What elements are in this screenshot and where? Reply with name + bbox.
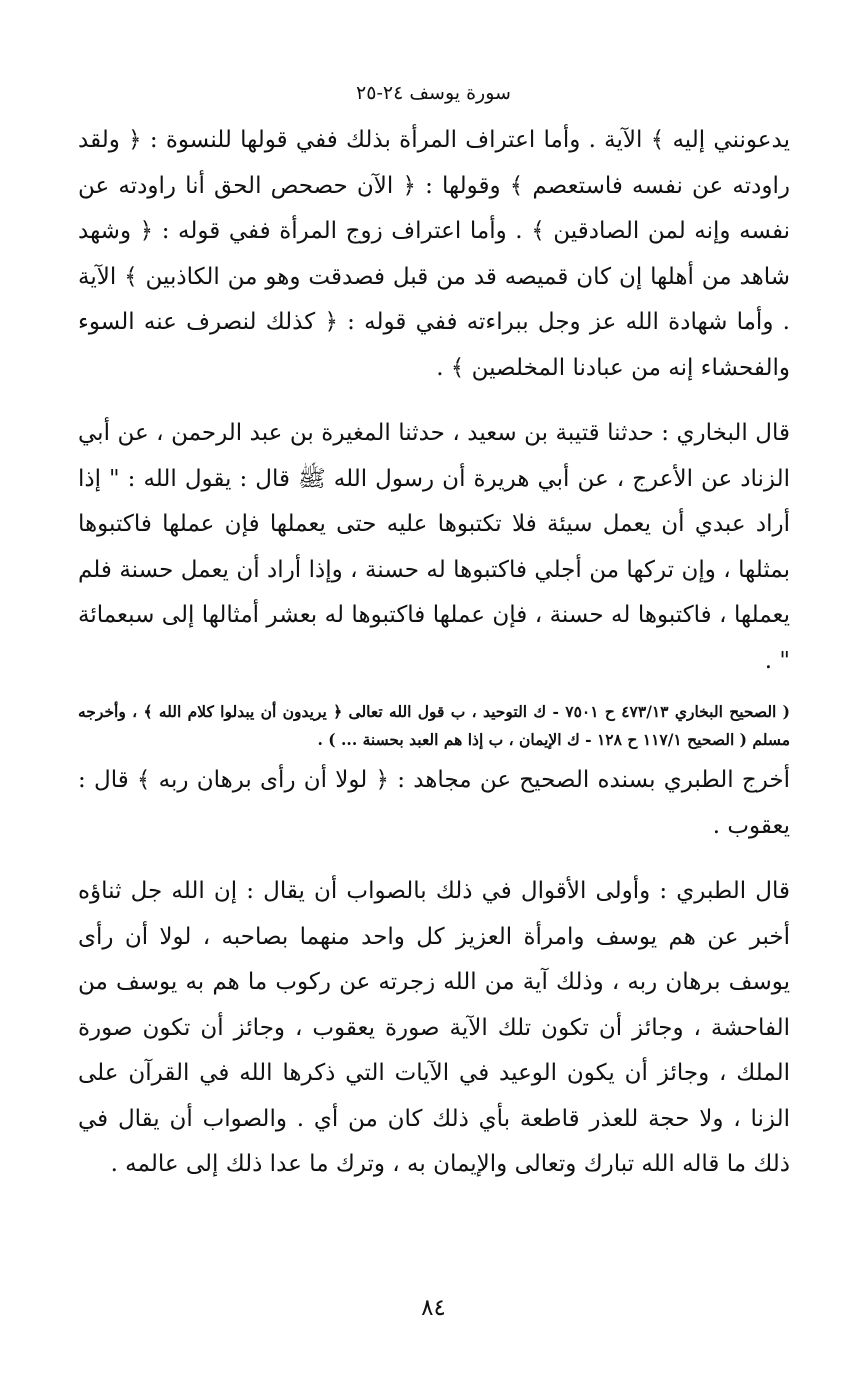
page-number: ٨٤ <box>421 1295 446 1321</box>
paragraph-1: يدعونني إليه ﴾ الآية . وأما اعتراف المرأة بذلك ففي قولها للنسوة : ﴿ ولقد راودته عن نفسه فاستعصم ﴾ وقولها : ﴿ الآن حصحص الحق أنا راودته عن نفسه وإنه لمن الصادقين ﴾ . وأما اعتراف زوج المرأة ففي قوله : ﴿ وشهد شاهد من أهلها إن كان قميصه قد من قبل فصدقت وهو من الكاذبين ﴾ الآية . وأما شهادة الله عز وجل ببراءته ففي قوله : ﴿ كذلك لنصرف عنه السوء والفحشاء إنه من عبادنا المخلصين ﴾ . <box>78 127 790 381</box>
footnote-reference: ( الصحيح البخاري ٤٧٣/١٣ ح ٧٥٠١ - ك التوحيد ، ب قول الله تعالى ﴿ يريدون أن يبدلوا كلام الله ﴾ ، وأخرجه مسلم ( الصحيح ١١٧/١ ح ١٢٨ - ك الإيمان ، ب إذا هم العبد بحسنة ... ) . <box>78 702 790 749</box>
paragraph-3: أخرج الطبري بسنده الصحيح عن مجاهد : ﴿ لولا أن رأى برهان ربه ﴾ قال : يعقوب . <box>78 767 790 839</box>
paragraph-2: قال البخاري : حدثنا قتيبة بن سعيد ، حدثنا المغيرة بن عبد الرحمن ، عن أبي الزناد عن الأعرج ، عن أبي هريرة أن رسول الله ﷺ قال : يقول الله : " إذا أراد عبدي أن يعمل سيئة فلا تكتبوها عليه حتى يعملها فإن عملها فاكتبوها بمثلها ، وإن تركها من أجلي فاكتبوها له حسنة ، وإذا أراد أن يعمل حسنة فلم يعملها ، فاكتبوها له حسنة ، فإن عملها فاكتبوها له بعشر أمثالها إلى سبعمائة " . <box>78 420 790 674</box>
paragraph-4: قال الطبري : وأولى الأقوال في ذلك بالصواب أن يقال : إن الله جل ثناؤه أخبر عن هم يوسف وامرأة العزيز كل واحد منهما بصاحبه ، لولا أن رأى يوسف برهان ربه ، وذلك آية من الله زجرته عن ركوب ما هم به يوسف من الفاحشة ، وجائز أن تكون تلك الآية صورة يعقوب ، وجائز أن تكون صورة الملك ، وجائز أن يكون الوعيد في الآيات التي ذكرها الله في القرآن على الزنا ، ولا حجة للعذر قاطعة بأي ذلك كان من أي . والصواب أن يقال في ذلك ما قاله الله تبارك وتعالى والإيمان به ، وترك ما عدا ذلك إلى عالمه . <box>78 878 790 1177</box>
running-header: سورة يوسف ٢٤-٢٥ <box>356 82 511 104</box>
page-body <box>78 118 790 1188</box>
